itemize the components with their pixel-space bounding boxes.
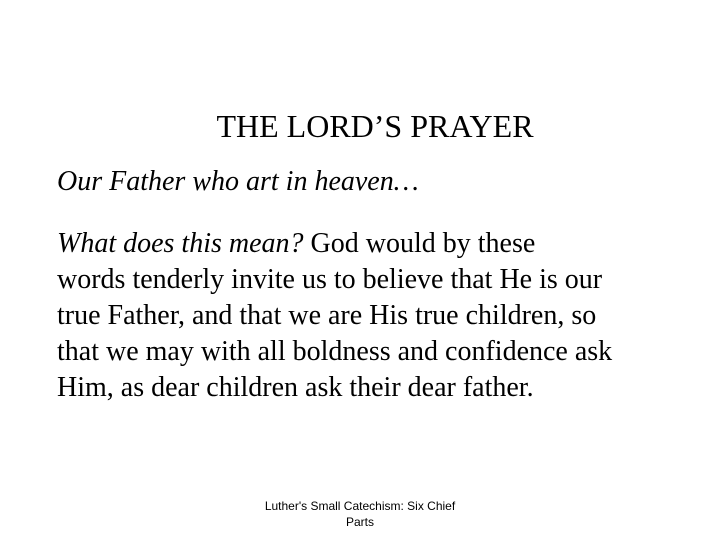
footer-line-1: Luther's Small Catechism: Six Chief	[264, 499, 456, 513]
prayer-opening: Our Father who art in heaven…	[57, 166, 419, 197]
footer-line-2: Parts	[345, 515, 374, 529]
answer-line-4: that we may with all boldness and confidence ask	[57, 336, 613, 367]
slide-title: THE LORD’S PRAYER	[216, 108, 534, 144]
answer-line-1: God would by these	[303, 228, 536, 259]
question-text: What does this mean?	[57, 228, 304, 259]
answer-line-3: true Father, and that we are His true children, so	[57, 300, 597, 331]
slide-footer	[238, 498, 482, 530]
answer-line-5: Him, as dear children ask their dear father.	[57, 372, 534, 403]
answer-line-2: words tenderly invite us to believe that He is our	[57, 264, 603, 295]
explanation-line-1	[57, 226, 697, 262]
explanation-text	[57, 226, 697, 406]
